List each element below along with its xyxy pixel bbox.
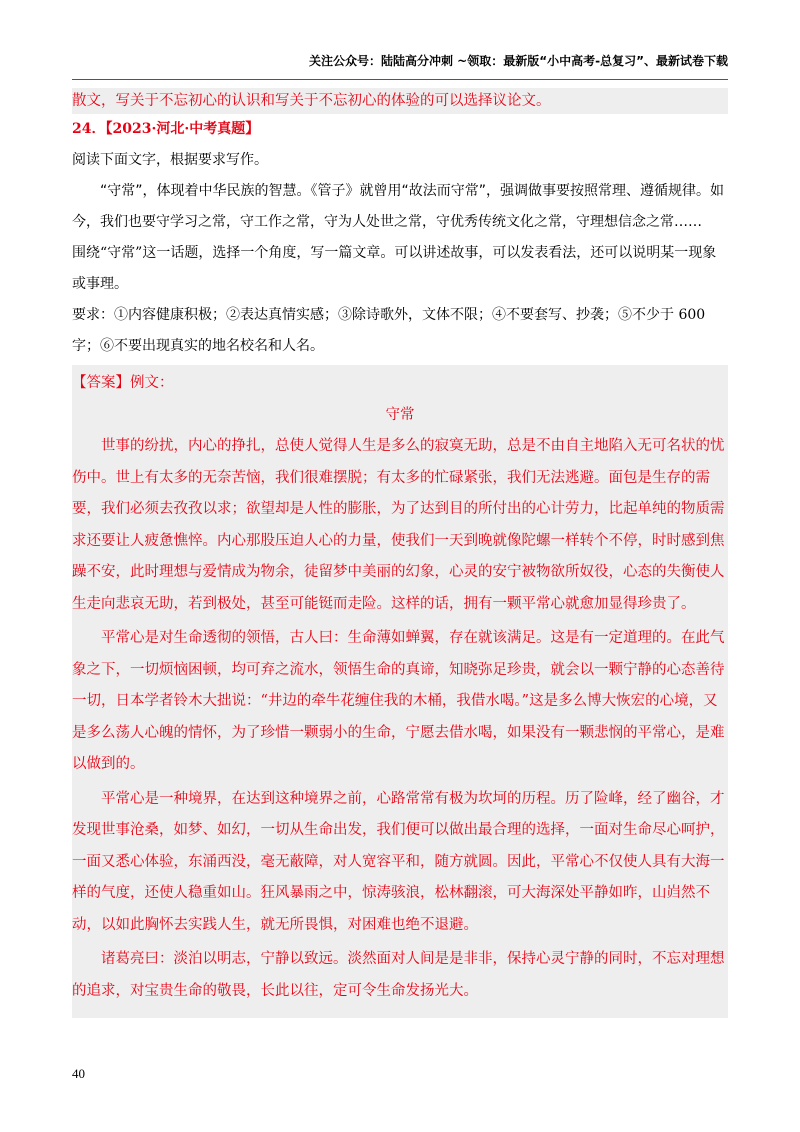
question-requirements: 要求：①内容健康积极；②表达真情实感；③除诗歌外，文体不限；④不要套写、抄袭；⑤不少于 600 字；⑥不要出现真实的地名校名和人名。 — [72, 307, 706, 354]
previous-answer-tail: 散文，写关于不忘初心的认识和写关于不忘初心的体验的可以选择议论文。 — [72, 88, 728, 114]
essay-paragraph: 诸葛亮曰：淡泊以明志，宁静以致远。淡然面对人间是是非非，保持心灵宁静的同时，不忘对理想的追求，对宝贵生命的敬畏，长此以往，定可令生命发扬光大。 — [72, 951, 725, 999]
question-material: “守常”，体现着中华民族的智慧。《管子》就曾用“故法而守常”，强调做事要按照常理、遵循规律。如今，我们也要守学习之常，守工作之常，守为人处世之常，守优秀传统文化之常，守理想信念之常…… — [72, 183, 725, 230]
page-content — [72, 88, 728, 1018]
question-block — [72, 114, 728, 362]
question-number: 24． — [72, 121, 106, 137]
question-source: 【2023·河北·中考真题】 — [105, 121, 260, 137]
answer-label: 【答案】例文： — [72, 375, 174, 391]
essay-paragraph: 平常心是对生命透彻的领悟，古人曰：生命薄如蝉翼，存在就该满足。这是有一定道理的。在此气象之下，一切烦恼困顿，均可弃之流水，领悟生命的真谛，知晓弥足珍贵，就会以一颗宁静的心态善待一切，日本学者铃木大拙说：“井边的牵牛花缠住我的木桶，我借水喝。”这是多么博大恢宏的心境，又是多么荡人心魄的情怀，为了珍惜一颗弱小的生命，宁愿去借水喝，如果没有一颗悲悯的平常心，是难以做到的。 — [72, 630, 725, 772]
page-number: 40 — [72, 1066, 85, 1081]
question-heading — [72, 114, 728, 145]
essay-title: 守常 — [385, 406, 415, 423]
answer-block — [72, 365, 728, 1018]
question-task: 围绕“守常”这一话题，选择一个角度，写一篇文章。可以讲述故事，可以发表看法，还可以说明某一现象或事理。 — [72, 245, 717, 292]
essay-paragraph: 平常心是一种境界，在达到这种境界之前，心路常常有极为坎坷的历程。历了险峰，经了幽谷，才发现世事沧桑，如梦、如幻，一切从生命出发，我们便可以做出最合理的选择，一面对生命尽心呵护，一面又悉心体验，东涌西没，毫无蔽障，对人宽容平和，随方就圆。因此，平常心不仅使人具有大海一样的气度，还使人稳重如山。狂风暴雨之中，惊涛骇浪，松林翻滚，可大海深处平静如昨，山岿然不动，以如此胸怀去实践人生，就无所畏惧，对困难也绝不退避。 — [72, 790, 725, 933]
question-instruction: 阅读下面文字，根据要求写作。 — [72, 152, 268, 168]
header-rule — [72, 79, 728, 80]
page-header: 关注公众号：陆陆高分冲刺 ~领取：最新版“小中高考-总复习”、最新试卷下载 — [309, 54, 728, 68]
essay-paragraph: 世事的纷扰，内心的挣扎，总使人觉得人生是多么的寂寞无助，总是不由自主地陷入无可名状的忧伤中。世上有太多的无奈苦恼，我们很难摆脱；有太多的忙碌紧张，我们无法逃避。面包是生存的需要，我们必须去孜孜以求；欲望却是人性的膨胀，为了达到目的所付出的心计劳力，比起单纯的物质需求还要让人疲惫憔悴。内心那股压迫人心的力量，使我们一天到晚就像陀螺一样转个不停，时时感到焦躁不安，此时理想与爱情成为物余，徒留梦中美丽的幻象，心灵的安宁被物欲所奴役，心态的失衡使人生走向悲哀无助，若到极处，甚至可能铤而走险。这样的话，拥有一颗平常心就愈加显得珍贵了。 — [72, 438, 725, 612]
